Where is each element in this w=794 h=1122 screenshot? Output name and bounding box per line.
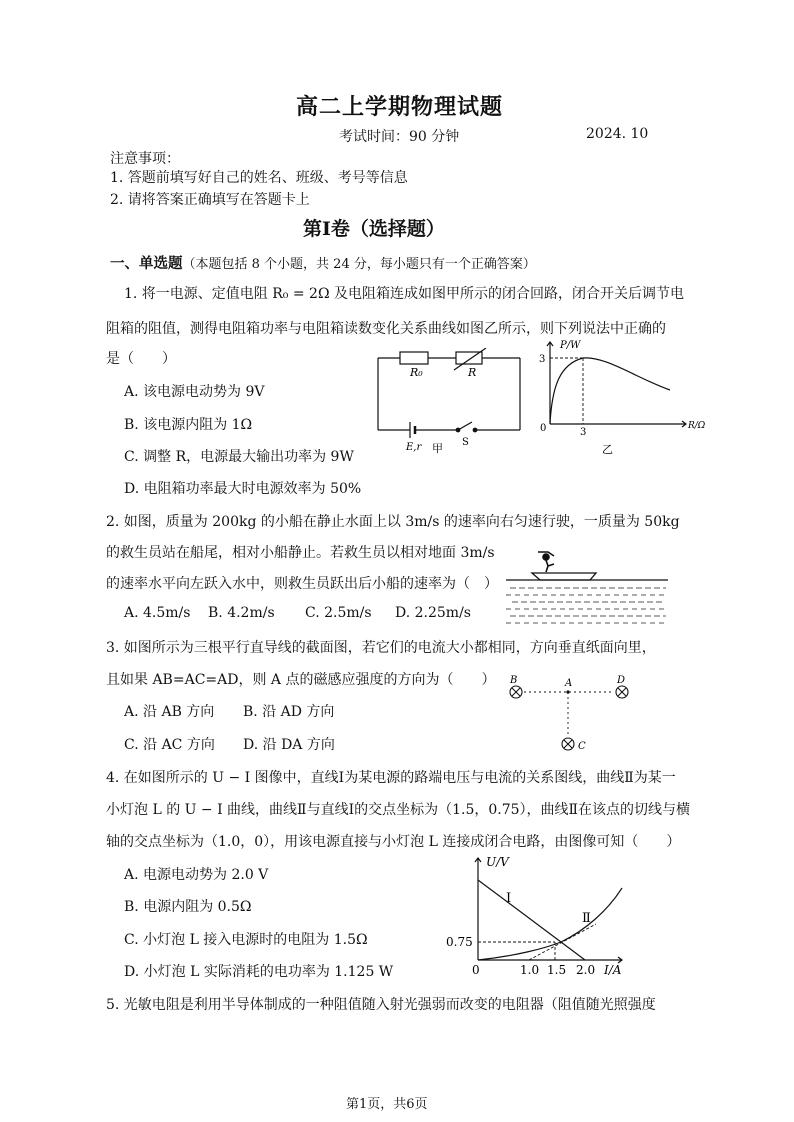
q1-line-1: 1. 将一电源、定值电阻 R₀ = 2Ω 及电阻箱连成如图甲所示的闭合回路，闭合开关后调节电 [124,286,685,302]
label-er: E,r [406,442,422,453]
label-s: S [462,437,469,448]
q2-option-a: A. 4.5m/s [124,605,191,621]
graph-x-tick-1: 1.0 [520,963,540,977]
graph-xtick: 3 [580,427,587,438]
label-c: C [578,741,586,752]
q5-line-1: 5. 光敏电阻是利用半导体制成的一种阻值随入射光强弱而改变的电阻器（阻值随光照强度 [106,997,656,1013]
q3-line-2: 且如果 AB=AC=AD，则 A 点的磁感应强度的方向为（ ） [106,672,496,688]
section-heading [110,252,536,273]
swimmer-figure [538,552,554,572]
q3-wires-figure [502,672,642,756]
q3-option-c: C. 沿 AC 方向 [124,737,215,753]
q4-line-1: 4. 在如图所示的 U − I 图像中，直线Ⅰ为某电源的路端电压与电流的关系图线，曲线Ⅱ为某一 [106,770,676,786]
wire-b-symbol [510,686,522,698]
part-title: 第Ⅰ卷（选择题） [303,218,445,240]
exam-title: 高二上学期物理试题 [296,94,504,120]
label-line-i: Ⅰ [506,891,512,906]
section-note: （本题包括 8 个小题，共 24 分，每小题只有一个正确答案） [182,257,536,272]
q3-line-1: 3. 如图所示为三根平行直导线的截面图，若它们的电流大小都相同，方向垂直纸面向里， [106,640,656,656]
water-hatching [506,588,668,623]
boat-hull [532,573,596,580]
label-a: A [565,678,573,689]
label-b: B [510,675,518,686]
graph-ylabel: P/W [560,340,581,351]
switch-blade [458,422,472,430]
q2-option-b: B. 4.2m/s [208,605,275,621]
notes-heading: 注意事项： [110,151,180,167]
graph-y-tick: 0.75 [446,935,473,949]
exam-date: 2024. 10 [586,126,649,142]
q2-line-2: 的救生员站在船尾，相对小船静止。若救生员以相对地面 3m/s [106,545,495,561]
power-curve [550,358,670,424]
q1-line-2: 阻箱的阻值，测得电阻箱功率与电阻箱读数变化关系曲线如图乙所示，则下列说法中正确的 [106,321,666,337]
q1-power-graph [536,336,711,461]
graph-x-tick-2: 1.5 [547,963,567,977]
q4-ui-graph [446,852,646,984]
section-title: 一、单选题 [110,255,183,272]
q1-option-c: C. 调整 R，电源最大输出功率为 9W [124,449,354,465]
label-curve-ii: Ⅱ [582,911,591,926]
notes-item-2: 2. 请将答案正确填写在答题卡上 [110,192,310,208]
notes-item-1: 1. 答题前填写好自己的姓名、班级、考号等信息 [110,170,408,186]
point-a-dot [566,690,569,693]
q2-line-1: 2. 如图，质量为 200kg 的小船在静止水面上以 3m/s 的速率向右匀速行驶，一质量为 50kg [106,514,680,530]
line-i [478,880,585,960]
graph-zero: 0 [472,963,480,977]
graph-ytick: 3 [539,354,546,365]
q4-line-3: 轴的交点坐标为（1.0，0），用该电源直接与小灯泡 L 连接成闭合电路，由图像可知（ ） [106,834,681,850]
q2-option-c: C. 2.5m/s [305,605,372,621]
curve-ii [478,888,622,960]
caption-yi: 乙 [602,443,613,456]
graph-i-label: I/A [604,963,622,977]
q3-option-a: A. 沿 AB 方向 [124,704,215,720]
q3-option-d: D. 沿 DA 方向 [243,737,335,753]
q1-option-a: A. 该电源电动势为 9V [124,384,265,400]
q4-option-d: D. 小灯泡 L 实际消耗的电功率为 1.125 W [124,964,394,980]
graph-x-tick-3: 2.0 [576,963,596,977]
caption-jia: 甲 [432,442,443,455]
graph-xlabel: R/Ω [688,421,706,431]
q2-option-d: D. 2.25m/s [395,605,471,621]
resistor-r0 [400,352,428,364]
q4-option-b: B. 电源内阻为 0.5Ω [124,899,252,915]
exam-time: 考试时间：90 分钟 [339,129,460,145]
label-d: D [617,675,626,686]
q4-line-2: 小灯泡 L 的 U − I 曲线，曲线Ⅱ与直线Ⅰ的交点坐标为（1.5，0.75），曲线Ⅱ在该点的切线与横 [106,802,691,818]
page-footer: 第1页，共6页 [346,1097,428,1112]
label-r: R [468,366,477,379]
q4-option-c: C. 小灯泡 L 接入电源时的电阻为 1.5Ω [124,932,368,948]
q1-line-3: 是（ ） [106,351,176,367]
q3-option-b: B. 沿 AD 方向 [243,704,335,720]
q2-line-3: 的速率水平向左跃入水中，则救生员跃出后小船的速率为（ ） [106,576,498,592]
q1-option-b: B. 该电源内阻为 1Ω [124,417,253,433]
q1-circuit-diagram [372,348,532,458]
wire-d-symbol [616,686,628,698]
q4-option-a: A. 电源电动势为 2.0 V [124,867,269,883]
label-r0: R₀ [410,366,423,379]
graph-u-label: U/V [486,855,509,869]
q1-option-d: D. 电阻箱功率最大时电源效率为 50% [124,481,362,497]
wire-c-symbol [562,738,574,750]
graph-origin: 0 [540,423,547,434]
q2-boat-figure [502,544,672,628]
